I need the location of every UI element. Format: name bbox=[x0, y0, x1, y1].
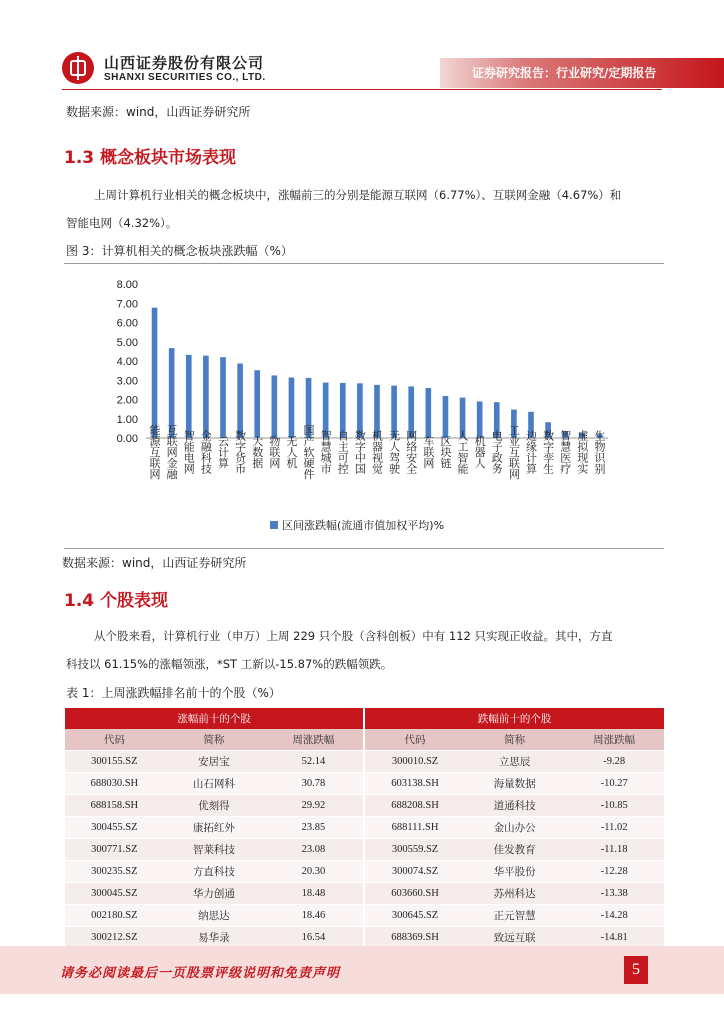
table-cell-g-code: 300771.SZ bbox=[65, 839, 165, 861]
bar-19 bbox=[477, 401, 483, 438]
section-1-4-para-line1: 从个股来看，计算机行业（申万）上周 229 只个股（含科创板）中有 112 只实现正收益。其中，方直 bbox=[94, 629, 613, 643]
col-change-loss: 周涨跌幅 bbox=[564, 729, 664, 751]
table-cell-l-name: 立思辰 bbox=[465, 751, 564, 773]
table-cell-l-chg: -10.85 bbox=[564, 795, 664, 817]
legend-swatch bbox=[270, 521, 278, 529]
table-cell-g-chg: 20.30 bbox=[264, 861, 365, 883]
x-category-label: 互联网金融 bbox=[165, 424, 179, 480]
table-cell-g-name: 安居宝 bbox=[164, 751, 263, 773]
table-row bbox=[65, 883, 665, 905]
bar-0 bbox=[152, 308, 158, 438]
company-name-en: SHANXI SECURITIES CO., LTD. bbox=[104, 72, 266, 83]
section-1-3-para-line2: 智能电网（4.32%）。 bbox=[66, 216, 178, 230]
top-data-source: 数据来源：wind，山西证券研究所 bbox=[66, 105, 251, 119]
table-row bbox=[65, 751, 665, 773]
section-1-3-para-line1: 上周计算机行业相关的概念板块中，涨幅前三的分别是能源互联网（6.77%）、互联网金融（4.67%）和 bbox=[94, 188, 622, 202]
report-type: 证券研究报告：行业研究/定期报告 bbox=[472, 66, 657, 80]
x-category-label: 智慧医疗 bbox=[558, 430, 572, 474]
figure-top-rule bbox=[64, 263, 664, 264]
stock-ranking-table bbox=[64, 708, 664, 949]
bar-4 bbox=[220, 357, 226, 438]
table-cell-g-name: 易华录 bbox=[164, 927, 263, 949]
y-tick-label: 0.00 bbox=[116, 433, 138, 445]
table-cell-l-code: 688369.SH bbox=[364, 927, 465, 949]
col-code-loss: 代码 bbox=[364, 729, 465, 751]
col-code-gain: 代码 bbox=[65, 729, 165, 751]
table-cell-g-code: 002180.SZ bbox=[65, 905, 165, 927]
x-category-label: 机器人 bbox=[473, 435, 487, 469]
bar-17 bbox=[443, 396, 449, 438]
table-cell-l-name: 华平股份 bbox=[465, 861, 564, 883]
table-cell-g-code: 300455.SZ bbox=[65, 817, 165, 839]
table-cell-l-code: 603660.SH bbox=[364, 883, 465, 905]
table-cell-g-name: 智莱科技 bbox=[164, 839, 263, 861]
table-cell-g-chg: 23.85 bbox=[264, 817, 365, 839]
y-tick-label: 6.00 bbox=[116, 317, 138, 330]
x-category-label: 大数据 bbox=[250, 435, 264, 469]
table-cell-g-code: 300045.SZ bbox=[65, 883, 165, 905]
table-cell-l-chg: -14.28 bbox=[564, 905, 664, 927]
table-cell-g-chg: 18.48 bbox=[264, 883, 365, 905]
table-cell-l-name: 佳发教育 bbox=[465, 839, 564, 861]
col-name-loss: 简称 bbox=[465, 729, 564, 751]
x-category-label: 自主可控 bbox=[336, 430, 350, 474]
x-category-label: 物联网 bbox=[267, 435, 281, 469]
table-cell-g-name: 山石网科 bbox=[164, 773, 263, 795]
x-category-label: 虚拟现实 bbox=[575, 430, 589, 474]
y-tick-label: 2.00 bbox=[116, 394, 138, 407]
bar-7 bbox=[272, 375, 278, 438]
table-row bbox=[65, 905, 665, 927]
legend-label: 区间涨跌幅(流通市值加权平均)% bbox=[282, 519, 445, 532]
table-cell-l-code: 300010.SZ bbox=[364, 751, 465, 773]
y-tick-label: 8.00 bbox=[116, 279, 138, 291]
x-category-label: 数字中国 bbox=[353, 430, 367, 474]
table-cell-g-name: 优刻得 bbox=[164, 795, 263, 817]
col-name-gain: 简称 bbox=[164, 729, 263, 751]
y-tick-label: 7.00 bbox=[116, 298, 138, 311]
table-cell-g-chg: 30.78 bbox=[264, 773, 365, 795]
table-cell-g-name: 纳思达 bbox=[164, 905, 263, 927]
table-row bbox=[65, 861, 665, 883]
table-cell-g-code: 300235.SZ bbox=[65, 861, 165, 883]
x-category-label: 智慧城市 bbox=[319, 430, 333, 474]
bar-2 bbox=[186, 355, 192, 438]
table-cell-l-chg: -14.81 bbox=[564, 927, 664, 949]
table-cell-g-name: 华力创通 bbox=[164, 883, 263, 905]
table-cell-g-chg: 16.54 bbox=[264, 927, 365, 949]
x-category-label: 工业互联网 bbox=[507, 424, 521, 480]
y-axis-tick-labels bbox=[117, 279, 138, 445]
table-cell-g-code: 300155.SZ bbox=[65, 751, 165, 773]
logo-bar-icon bbox=[77, 56, 79, 80]
table-cell-g-chg: 52.14 bbox=[264, 751, 365, 773]
chart-bars bbox=[152, 308, 603, 438]
table-row bbox=[65, 817, 665, 839]
figure-bottom-rule bbox=[64, 548, 664, 549]
section-title-1-4: 1.4 个股表现 bbox=[64, 591, 169, 611]
x-category-label: 数字货币 bbox=[233, 430, 247, 474]
x-category-label: 区块链 bbox=[438, 435, 452, 469]
table-cell-l-name: 金山办公 bbox=[465, 817, 564, 839]
table-cell-l-code: 300074.SZ bbox=[364, 861, 465, 883]
table-title: 表 1：上周涨跌幅排名前十的个股（%） bbox=[66, 686, 281, 700]
table-cell-l-chg: -13.38 bbox=[564, 883, 664, 905]
table-cell-l-chg: -9.28 bbox=[564, 751, 664, 773]
x-category-label: 金融科技 bbox=[199, 430, 213, 474]
table-cell-g-name: 康拓红外 bbox=[164, 817, 263, 839]
table-cell-g-code: 300212.SZ bbox=[65, 927, 165, 949]
bar-6 bbox=[254, 370, 260, 438]
x-category-label: 电子政务 bbox=[490, 430, 504, 474]
page-number: 5 bbox=[624, 956, 648, 984]
table-row bbox=[65, 839, 665, 861]
bar-8 bbox=[289, 378, 295, 438]
figure-title: 图 3：计算机相关的概念板块涨跌幅（%） bbox=[66, 244, 293, 258]
table-cell-l-code: 688208.SH bbox=[364, 795, 465, 817]
x-category-label: 智能电网 bbox=[182, 430, 196, 474]
x-category-label: 能源互联网 bbox=[148, 424, 162, 480]
section-title-1-3: 1.3 概念板块市场表现 bbox=[64, 148, 237, 168]
table-cell-g-chg: 23.08 bbox=[264, 839, 365, 861]
table-cell-l-code: 688111.SH bbox=[364, 817, 465, 839]
y-tick-label: 3.00 bbox=[116, 375, 138, 388]
table-cell-l-chg: -11.18 bbox=[564, 839, 664, 861]
table-row bbox=[65, 773, 665, 795]
table-cell-l-chg: -11.02 bbox=[564, 817, 664, 839]
table-cell-l-code: 300645.SZ bbox=[364, 905, 465, 927]
table-cell-l-name: 道通科技 bbox=[465, 795, 564, 817]
table-row bbox=[65, 795, 665, 817]
table-cell-g-chg: 18.46 bbox=[264, 905, 365, 927]
y-tick-label: 4.00 bbox=[116, 356, 138, 368]
table-cell-g-name: 方直科技 bbox=[164, 861, 263, 883]
bar-5 bbox=[237, 364, 243, 438]
table-cell-l-name: 海量数据 bbox=[465, 773, 564, 795]
table-cell-l-name: 苏州科达 bbox=[465, 883, 564, 905]
y-tick-label: 5.00 bbox=[116, 336, 138, 349]
x-category-label: 国产软硬件 bbox=[302, 424, 316, 480]
x-category-label: 生物识别 bbox=[592, 430, 606, 474]
table-cell-l-code: 300559.SZ bbox=[364, 839, 465, 861]
x-category-label: 人工智能 bbox=[456, 430, 470, 474]
table-cell-l-name: 致远互联 bbox=[465, 927, 564, 949]
table-cell-l-code: 603138.SH bbox=[364, 773, 465, 795]
x-category-label: 云计算 bbox=[216, 435, 230, 469]
table-cell-g-code: 688030.SH bbox=[65, 773, 165, 795]
table-cell-g-code: 688158.SH bbox=[65, 795, 165, 817]
header-divider bbox=[62, 89, 662, 90]
table-cell-l-name: 正元智慧 bbox=[465, 905, 564, 927]
gain-top10-header: 涨幅前十的个股 bbox=[65, 708, 365, 729]
x-category-label: 无人驾驶 bbox=[387, 430, 401, 474]
company-name-cn: 山西证券股份有限公司 bbox=[104, 54, 265, 72]
section-1-4-para-line2: 科技以 61.15%的涨幅领涨，*ST 工新以-15.87%的跌幅领跌。 bbox=[66, 657, 393, 671]
concept-sector-bar-chart bbox=[100, 270, 640, 545]
x-category-label: 机器视觉 bbox=[370, 430, 384, 474]
x-category-label: 边缘计算 bbox=[524, 430, 538, 474]
y-tick-label: 1.00 bbox=[116, 413, 138, 426]
figure-data-source: 数据来源：wind，山西证券研究所 bbox=[62, 556, 247, 570]
x-axis-category-labels bbox=[148, 423, 606, 480]
x-category-label: 数字孪生 bbox=[541, 430, 555, 474]
bar-3 bbox=[203, 356, 209, 438]
x-category-label: 无人机 bbox=[284, 435, 298, 469]
table-cell-l-chg: -12.28 bbox=[564, 861, 664, 883]
col-change-gain: 周涨跌幅 bbox=[264, 729, 365, 751]
x-category-label: 车联网 bbox=[421, 435, 435, 469]
footer-disclaimer: 请务必阅读最后一页股票评级说明和免责声明 bbox=[60, 966, 341, 981]
loss-top10-header: 跌幅前十的个股 bbox=[364, 708, 664, 729]
x-category-label: 网络安全 bbox=[404, 430, 418, 474]
table-cell-g-chg: 29.92 bbox=[264, 795, 365, 817]
bar-16 bbox=[426, 388, 432, 438]
table-cell-l-chg: -10.27 bbox=[564, 773, 664, 795]
